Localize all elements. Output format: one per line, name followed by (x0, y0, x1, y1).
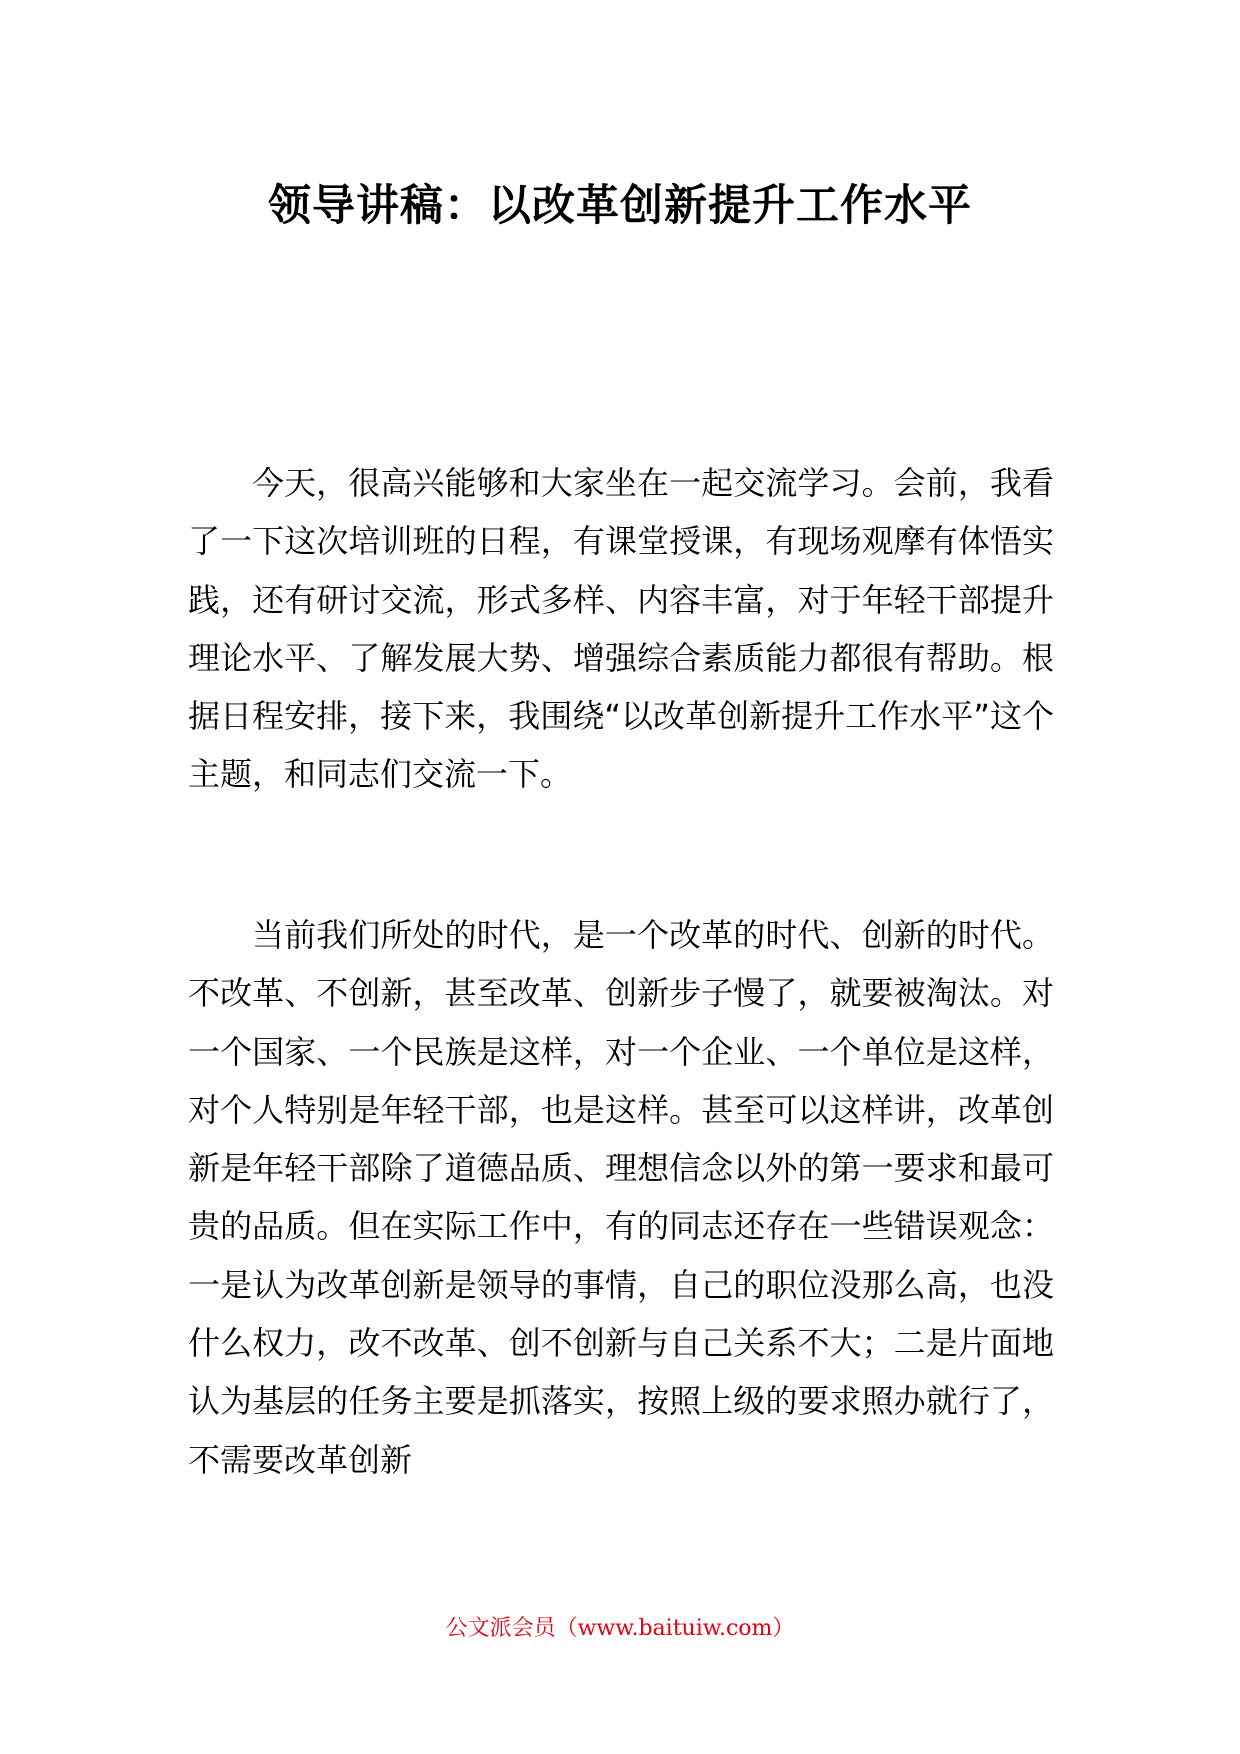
footer-watermark: 公文派会员（www.baituiw.com） (445, 1616, 795, 1641)
body-paragraph-1: 今天，很高兴能够和大家坐在一起交流学习。会前，我看了一下这次培训班的日程，有课堂授课，有现场观摩有体悟实践，还有研讨交流，形式多样、内容丰富，对于年轻干部提升理论水平、了解发展大势、增强综合素质能力都很有帮助。根据日程安排，接下来，我围绕“以改革创新提升工作水平”这个主题，和同志们交流一下。 (188, 464, 1054, 794)
body-paragraph-2: 当前我们所处的时代，是一个改革的时代、创新的时代。不改革、不创新，甚至改革、创新步子慢了，就要被淘汰。对一个国家、一个民族是这样，对一个企业、一个单位是这样，对个人特别是年轻干部，也是这样。甚至可以这样讲，改革创新是年轻干部除了道德品质、理想信念以外的第一要求和最可贵的品质。但在实际工作中，有的同志还存在一些错误观念：一是认为改革创新是领导的事情，自己的职位没那么高，也没什么权力，改不改革、创不创新与自己关系不大；二是片面地认为基层的任务主要是抓落实，按照上级的要求照办就行了，不需要改革创新 (188, 916, 1054, 1479)
page-title: 领导讲稿：以改革创新提升工作水平 (268, 181, 972, 231)
